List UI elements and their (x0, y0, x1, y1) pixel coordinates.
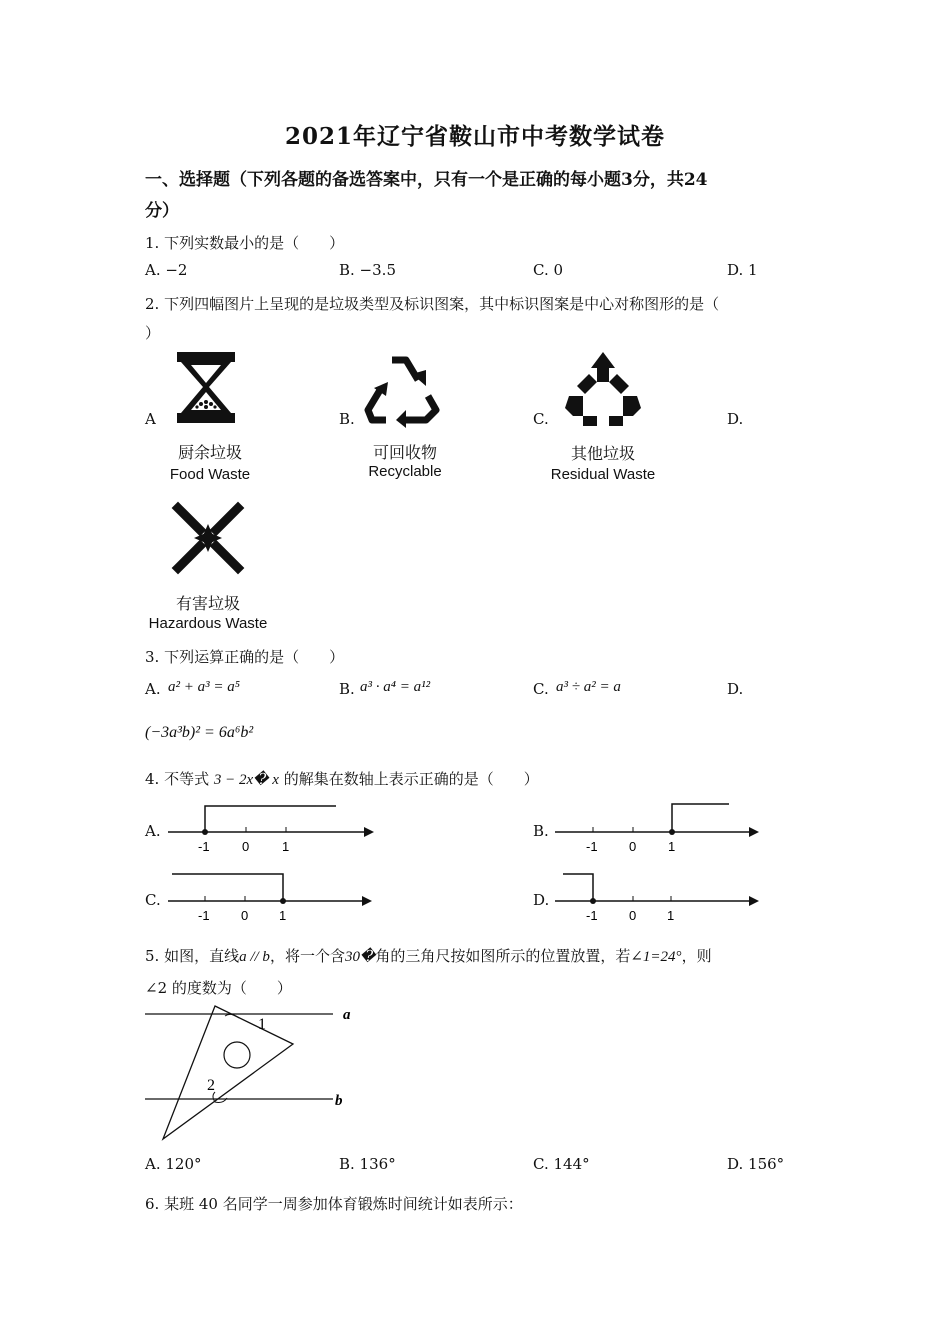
question-4-stem-pre: 4. 不等式 (145, 770, 210, 788)
tick-label: -1 (586, 908, 598, 923)
number-line-a (168, 800, 378, 860)
question-2-option-a-label: A (145, 410, 156, 428)
question-1-option-d: D. 1 (727, 261, 758, 279)
tick-label: 0 (629, 839, 637, 854)
question-3-option-a-label: A. (145, 680, 161, 698)
q5-parallel: a // b (239, 949, 270, 965)
question-3-option-d-label: D. (727, 680, 744, 698)
question-1-option-c: C. 0 (533, 261, 564, 279)
question-5-option-b: B. 136° (339, 1155, 396, 1173)
sign-b-zh: 可回收物 (372, 443, 437, 462)
tick-label: -1 (198, 908, 210, 923)
question-3-stem: 3. 下列运算正确的是（ ） (145, 648, 345, 666)
recycle-icon (362, 350, 442, 425)
question-3-option-b: a³ · a⁴ = a¹² (360, 679, 431, 695)
question-4-stem-post: 的解集在数轴上表示正确的是（ ） (283, 770, 539, 788)
hourglass-icon (175, 350, 237, 425)
q5-text: 5. 如图，直线 (145, 947, 240, 965)
number-line-b (555, 800, 765, 860)
question-5-stem-line1 (145, 945, 712, 966)
sign-b-en: Recyclable (368, 463, 442, 480)
angle-2-label: 2 (207, 1077, 215, 1094)
question-3-option-b-label: B. (339, 680, 355, 698)
tick-label: 0 (241, 908, 249, 923)
question-4-option-b-label: B. (533, 822, 549, 840)
sign-c-zh: 其他垃圾 (570, 444, 635, 463)
question-4-option-a-label: A. (145, 822, 161, 840)
question-2-option-d-label: D. (727, 410, 744, 428)
line-a-label: a (343, 1007, 351, 1023)
question-3-option-d: (−3a³b)² = 6a⁶b² (145, 724, 254, 741)
q5-angle30: 30� (344, 949, 376, 965)
question-2-stem-line2: ） (145, 324, 161, 342)
section-heading-line1: 一、选择题（下列各题的备选答案中，只有一个是正确的每小题3分，共24 (145, 170, 708, 190)
q5-text: ，则 (681, 947, 712, 965)
question-4-option-d-label: D. (533, 891, 550, 909)
sign-d-en: Hazardous Waste (148, 615, 268, 632)
question-4-option-c-label: C. (145, 891, 161, 909)
tick-label: 1 (667, 908, 675, 923)
question-1-option-b: B. −3.5 (339, 261, 396, 279)
page-title: 2021年辽宁省鞍山市中考数学试卷 (284, 123, 665, 150)
question-3-option-c-label: C. (533, 680, 549, 698)
tick-label: 1 (668, 839, 676, 854)
question-4-inequality: 3 − 2x� x (213, 772, 279, 788)
tick-label: 0 (242, 839, 250, 854)
hazard-cross-icon (172, 502, 244, 574)
question-5-option-c: C. 144° (533, 1155, 590, 1173)
tick-label: -1 (586, 839, 598, 854)
question-5-option-a: A. 120° (145, 1155, 202, 1173)
question-2-stem-line1: 2. 下列四幅图片上呈现的是垃圾类型及标识图案，其中标识图案是中心对称图形的是（ (145, 295, 720, 313)
number-line-d (555, 868, 765, 928)
question-4-stem (145, 768, 539, 789)
question-2-option-b-label: B. (339, 410, 355, 428)
question-5-stem-line2: ∠2 的度数为（ ） (145, 979, 292, 997)
question-6-stem: 6. 某班 40 名同学一周参加体育锻炼时间统计如表所示： (145, 1195, 523, 1213)
sign-c-en: Residual Waste (550, 466, 656, 483)
q5-angle1: ∠1=24° (630, 949, 682, 965)
question-3-option-a: a² + a³ = a⁵ (168, 679, 240, 695)
angle-1-label: 1 (258, 1016, 266, 1033)
sign-d-zh: 有害垃圾 (175, 594, 240, 613)
tick-label: -1 (198, 839, 210, 854)
number-line-c (168, 868, 378, 928)
residual-arrows-icon (563, 350, 643, 430)
question-1-option-a: A. −2 (145, 261, 188, 279)
section-heading-line2: 分） (145, 201, 179, 221)
q5-text: 角的三角尺按如图所示的位置放置，若 (375, 947, 631, 965)
tick-label: 0 (629, 908, 637, 923)
line-b-label: b (335, 1093, 343, 1109)
tick-label: 1 (279, 908, 287, 923)
sign-a-zh: 厨余垃圾 (177, 443, 242, 462)
question-1-stem: 1. 下列实数最小的是（ ） (145, 234, 345, 252)
question-2-option-c-label: C. (533, 410, 549, 428)
triangle-ruler-figure (145, 1004, 365, 1144)
question-5-option-d: D. 156° (727, 1155, 785, 1173)
sign-a-en: Food Waste (169, 466, 251, 483)
q5-text: ，将一个含 (269, 947, 345, 965)
question-3-option-c: a³ ÷ a² = a (556, 679, 621, 695)
tick-label: 1 (282, 839, 290, 854)
